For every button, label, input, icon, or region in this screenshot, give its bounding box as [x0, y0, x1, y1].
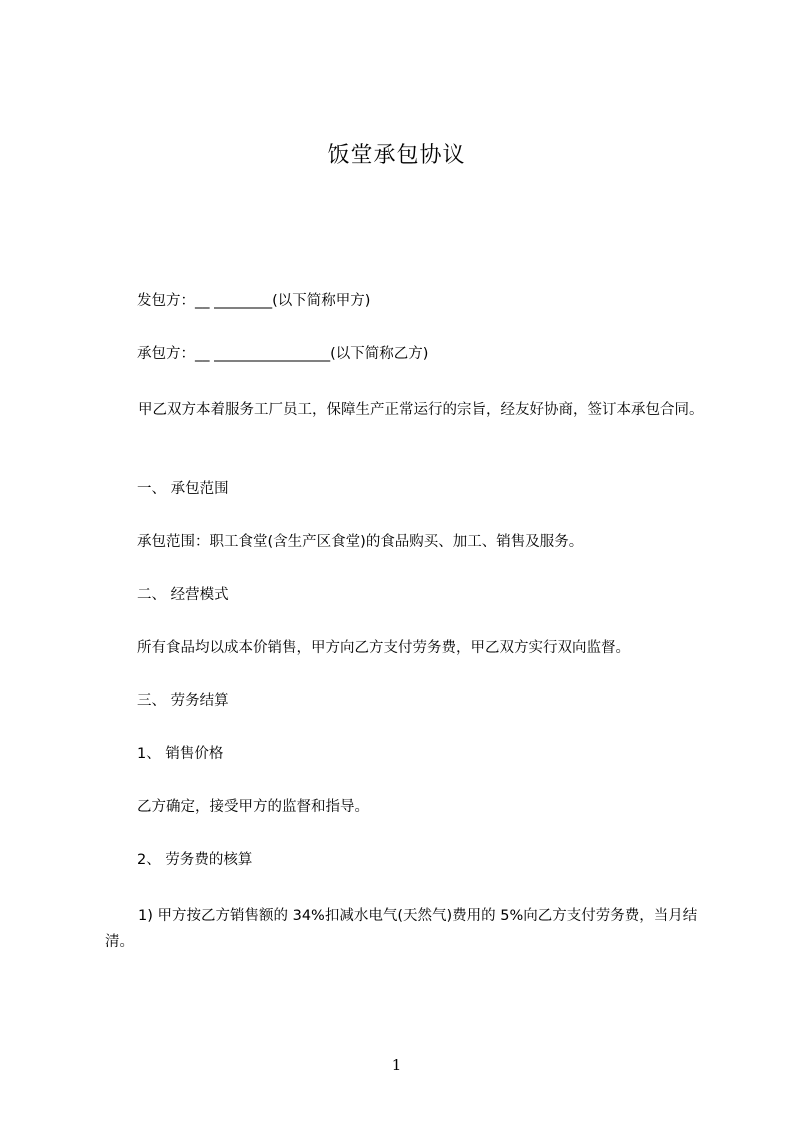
item-1-heading: 1、 销售价格 [137, 746, 224, 762]
party-b-line: 承包方：__ ________________(以下简称乙方) [137, 346, 429, 362]
item-2-clause-1: 1) 甲方按乙方销售额的 34%扣减水电气(天然气)费用的 5%向乙方支付劳务费，当月结清。 [105, 908, 698, 950]
item-2-heading: 2、 劳务费的核算 [137, 852, 253, 868]
preamble-paragraph: 甲乙双方本着服务工厂员工，保障生产正常运行的宗旨，经友好协商，签订本承包合同。 [138, 402, 704, 418]
section-1-body: 承包范围：职工食堂(含生产区食堂)的食品购买、加工、销售及服务。 [137, 534, 584, 550]
section-3-heading: 三、 劳务结算 [137, 693, 229, 709]
section-2-body: 所有食品均以成本价销售，甲方向乙方支付劳务费，甲乙双方实行双向监督。 [137, 640, 630, 656]
page-number: 1 [391, 1056, 402, 1074]
section-1-heading: 一、 承包范围 [137, 481, 229, 497]
item-1-body: 乙方确定，接受甲方的监督和指导。 [137, 799, 369, 815]
party-a-line: 发包方：__ ________(以下简称甲方) [137, 293, 371, 309]
document-title: 饭堂承包协议 [327, 143, 466, 168]
section-2-heading: 二、 经营模式 [137, 587, 229, 603]
